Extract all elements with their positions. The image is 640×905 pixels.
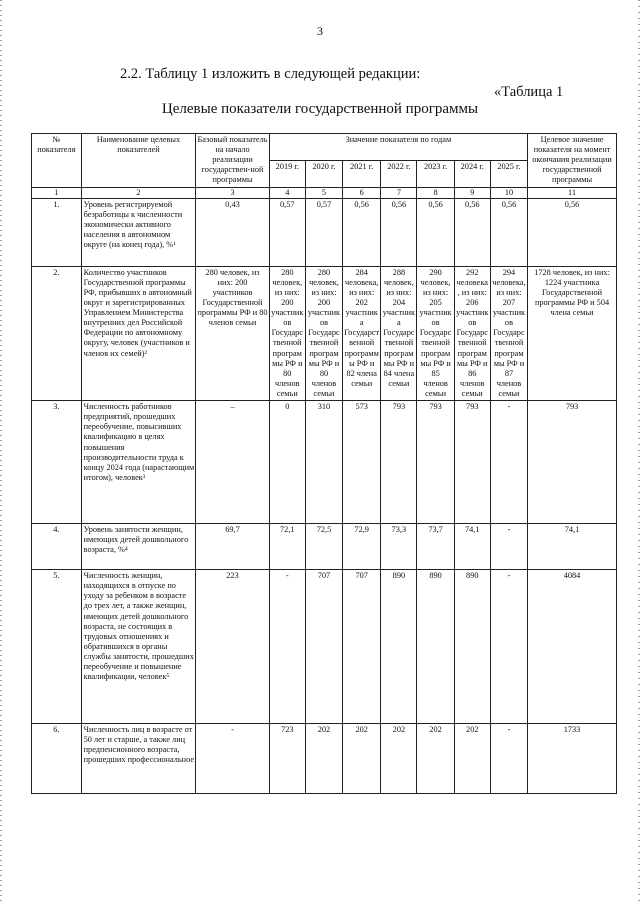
row-number: 5.: [32, 570, 82, 724]
year-value: 793: [417, 401, 454, 524]
header-year: 2019 г.: [269, 160, 305, 187]
table-row: [32, 198, 617, 266]
header-year: 2021 г.: [343, 160, 381, 187]
header-base: Базовый показатель на начало реализации государствен-ной программы: [196, 134, 269, 188]
header-year: 2020 г.: [305, 160, 342, 187]
header-num: № показателя: [32, 134, 82, 188]
year-value: 294 человека, из них: 207 участников Государственной программы РФ и 87 членов семьи: [490, 266, 527, 400]
base-value: -: [196, 724, 269, 794]
year-value: 573: [343, 401, 381, 524]
row-number: 1.: [32, 198, 82, 266]
year-value: 0,56: [490, 198, 527, 266]
table-row: [32, 401, 617, 524]
header-year: 2022 г.: [381, 160, 417, 187]
index-cell: 10: [490, 187, 527, 198]
base-value: –: [196, 401, 269, 524]
header-row: [32, 134, 617, 161]
target-value: 1733: [528, 724, 617, 794]
year-value: 280 человек, из них: 200 участников Государственной программы РФ и 80 членов семьи: [269, 266, 305, 400]
year-value: 202: [454, 724, 490, 794]
year-value: -: [490, 401, 527, 524]
year-value: 72,9: [343, 524, 381, 570]
year-value: 707: [343, 570, 381, 724]
index-cell: 9: [454, 187, 490, 198]
table-row: [32, 724, 617, 794]
indicator-name: Количество участников Государственной программы РФ, прибывших в автономный округ и зарегистрированных Управлением Министерства внутренних дел Российской Федерации по автономному округу, человек (участников и членов их семей)²: [81, 266, 196, 400]
year-value: 0: [269, 401, 305, 524]
year-value: 290 человек, из них: 205 участников Государственной программы РФ и 85 членов семьи: [417, 266, 454, 400]
year-value: 72,5: [305, 524, 342, 570]
year-value: 0,57: [305, 198, 342, 266]
header-target: Целевое значение показателя на момент окончания реализации государственной программы: [528, 134, 617, 188]
base-value: 280 человек, из них: 200 участников Государственной программы РФ и 80 членов семьи: [196, 266, 269, 400]
row-number: 3.: [32, 401, 82, 524]
year-value: 202: [343, 724, 381, 794]
index-cell: 7: [381, 187, 417, 198]
year-value: 202: [381, 724, 417, 794]
index-cell: 11: [528, 187, 617, 198]
base-value: 223: [196, 570, 269, 724]
index-cell: 5: [305, 187, 342, 198]
year-value: 73,7: [417, 524, 454, 570]
header-year: 2024 г.: [454, 160, 490, 187]
year-value: 284 человека, из них: 202 участника Государственной программы РФ и 82 члена семьи: [343, 266, 381, 400]
target-value: 1728 человек, из них: 1224 участника Государственной программы РФ и 504 члена семьи: [528, 266, 617, 400]
indicator-name: Численность женщин, находящихся в отпуске по уходу за ребенком в возрасте до трех лет, а также женщин, имеющих детей дошкольного возраста, не состоящих в трудовых отношениях и обратившихся в органы службы занятости, прошедших переобучение и повышение квалификации, человек⁵: [81, 570, 196, 724]
year-value: 0,56: [417, 198, 454, 266]
year-value: 793: [381, 401, 417, 524]
table-row: [32, 570, 617, 724]
intro-text: 2.2. Таблицу 1 изложить в следующей редакции:: [120, 66, 421, 82]
year-value: 292 человека, из них: 206 участников Государственной программы РФ и 86 членов семьи: [454, 266, 490, 400]
base-value: 0,43: [196, 198, 269, 266]
row-number: 4.: [32, 524, 82, 570]
header-year: 2025 г.: [490, 160, 527, 187]
index-cell: 1: [32, 187, 82, 198]
year-value: 890: [381, 570, 417, 724]
year-value: 707: [305, 570, 342, 724]
year-value: -: [490, 524, 527, 570]
year-value: 74,1: [454, 524, 490, 570]
year-value: -: [490, 570, 527, 724]
year-value: 0,56: [343, 198, 381, 266]
year-value: 202: [417, 724, 454, 794]
header-name: Наименование целевых показателей: [81, 134, 196, 188]
year-value: 890: [417, 570, 454, 724]
index-cell: 2: [81, 187, 196, 198]
index-cell: 4: [269, 187, 305, 198]
indicator-name: Численность работников предприятий, прошедших переобучение, повысивших квалификацию в целях повышения производительности труда к концу 2024 года (нарастающим итогом), человек³: [81, 401, 196, 524]
year-value: -: [269, 570, 305, 724]
year-value: 310: [305, 401, 342, 524]
target-value: 4084: [528, 570, 617, 724]
base-value: 69,7: [196, 524, 269, 570]
year-value: 202: [305, 724, 342, 794]
year-value: 793: [454, 401, 490, 524]
target-value: 793: [528, 401, 617, 524]
year-value: 723: [269, 724, 305, 794]
year-value: 72,1: [269, 524, 305, 570]
header-year: 2023 г.: [417, 160, 454, 187]
year-value: 0,57: [269, 198, 305, 266]
year-value: 0,56: [381, 198, 417, 266]
indicator-name: Уровень занятости женщин, имеющих детей дошкольного возраста, %⁴: [81, 524, 196, 570]
index-cell: 8: [417, 187, 454, 198]
header-years-group: Значение показателя по годам: [269, 134, 527, 161]
page-number: 3: [317, 24, 323, 38]
year-value: 0,56: [454, 198, 490, 266]
year-value: 73,3: [381, 524, 417, 570]
row-number: 2.: [32, 266, 82, 400]
table-title: Целевые показатели государственной программы: [161, 101, 479, 117]
table-tag: «Таблица 1: [494, 84, 564, 100]
year-value: -: [490, 724, 527, 794]
index-cell: 3: [196, 187, 269, 198]
year-value: 288 человек, из них: 204 участника Государственной программы РФ и 84 члена семьи: [381, 266, 417, 400]
year-value: 890: [454, 570, 490, 724]
indicator-name: Численность лиц в возрасте от 50 лет и старше, а также лиц предпенсионного возраста, прошедших профессиональное: [81, 724, 196, 794]
row-number: 6.: [32, 724, 82, 794]
indicator-name: Уровень регистрируемой безработицы к численности экономически активного населения в автономном округе (на конец года), %¹: [81, 198, 196, 266]
year-value: 280 человек, из них: 200 участников Государственной программы РФ и 80 членов семьи: [305, 266, 342, 400]
table-row: [32, 524, 617, 570]
table-row: [32, 266, 617, 400]
index-cell: 6: [343, 187, 381, 198]
index-row: [32, 187, 617, 198]
target-value: 74,1: [528, 524, 617, 570]
left-page-edge: [0, 0, 2, 905]
targets-table: [31, 133, 617, 794]
target-value: 0,56: [528, 198, 617, 266]
